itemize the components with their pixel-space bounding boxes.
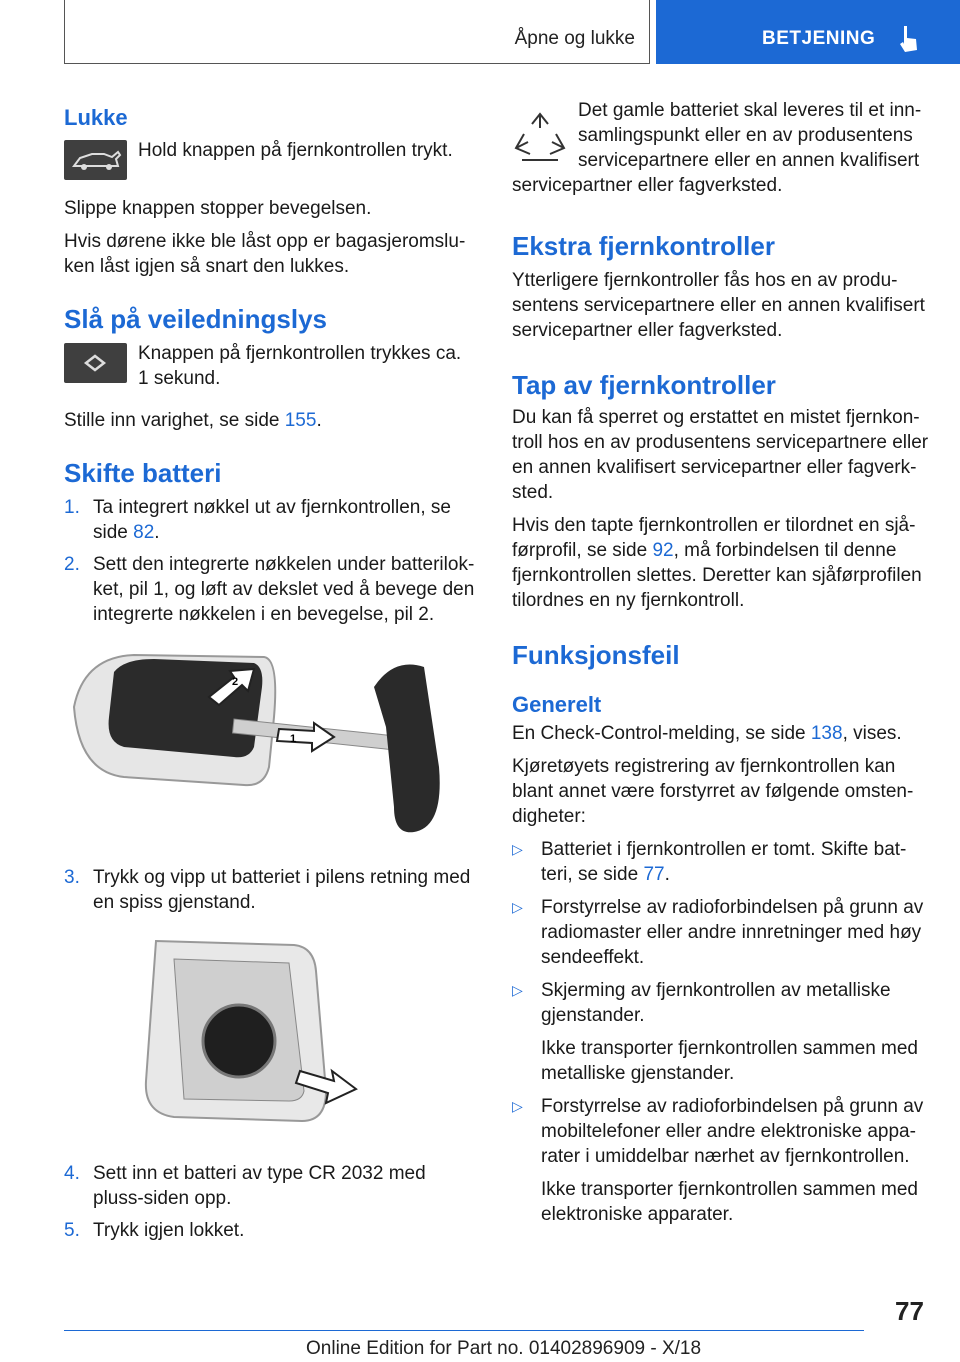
recycle-note: Det gamle batteriet skal leveres til et inn‐ samlingspunkt eller en av produsentens servicepartnere eller en annen kvalifisert servicepartner eller fagverksted. (512, 100, 922, 196)
battery-compartment-illustration (64, 931, 482, 1141)
step-3: 3. Trykk og vipp ut batteriet i pilens retning med en spiss gjenstand. (64, 867, 471, 913)
extra-heading: Ekstra fjernkontroller (512, 231, 775, 261)
chapter-tab (656, 0, 960, 64)
chapter-tab-label: BETJENING (762, 28, 876, 49)
bullet-1: ▷ Batteriet i fjernkontrollen er tomt. Skifte bat‐ teri, se side 77. (512, 839, 907, 885)
page-link-155[interactable]: 155 (284, 410, 317, 431)
arrow-label-2: 2 (232, 676, 239, 688)
page-link-92[interactable]: 92 (652, 540, 674, 561)
footer-divider (64, 1330, 864, 1331)
header-box (64, 0, 650, 64)
bullet-4: ▷ Forstyrrelse av radioforbindelsen på grunn av mobiltelefoner eller andre elektroniske appa‐ rater i umiddelbar nærhet av fjernkontrollen. Ikke transporter fjernkontrollen sammen med elektroniske apparater. (512, 1096, 924, 1225)
bullet-arrow-icon: ▷ (512, 982, 523, 998)
lukke-p1: Slippe knappen stopper bevegelsen. (64, 198, 372, 219)
guide-icon-row (64, 341, 482, 391)
page-link-77[interactable]: 77 (643, 864, 665, 885)
page-number: 77 (895, 1296, 924, 1326)
arrow-label-1: 1 (290, 733, 297, 745)
lukke-p2b: ken låst igjen så snart den lukkes. (64, 256, 350, 277)
guide-heading: Slå på veiledningslys (64, 304, 327, 334)
bullet-arrow-icon: ▷ (512, 899, 523, 915)
page-link-82[interactable]: 82 (133, 522, 155, 543)
guide-icon-text-b: 1 sekund. (138, 368, 221, 389)
left-column (64, 98, 482, 1243)
general-heading: Generelt (512, 692, 602, 717)
page-link-138[interactable]: 138 (810, 723, 843, 744)
lukke-icon-text: Hold knappen på fjernkontrollen trykt. (138, 140, 453, 161)
bullet-arrow-icon: ▷ (512, 841, 523, 857)
light-icon (64, 343, 127, 383)
right-column: Det gamle batteriet skal leveres til et inn‐ samlingspunkt eller en av produsentens servicepartnere eller en annen kvalifisert servicepartner eller fagverksted. Ekstra fjernkontroller Ytterligere fjernkontroller fås hos en av produ‐ sentens servicepartnere eller en annen kvalifisert servicepartner eller fagverksted. Tap av fjernkontroller Du kan få sperret og erstattet en mistet fjernkon‐ troll hos en av produsentens servicepartnere eller en annen kvalifisert servicepartner eller fagverk‐ sted. Hvis den tapte fjernkontrollen er tilordnet en sjå‐ førprofil, se side 92, må forbindelsen til denne fjernkontrollen slettes. Deretter kan sjåførprofilen tilordnes en ny fjernkontroll. Funksjonsfeil Generelt En Check-Control-melding, se side 138, vises. Kjøretøyets registrering av fjernkontrollen kan blant annet være forstyrret av følgende omsten‐ digheter: ▷ Batteriet i fjernkontrollen er tomt. Skifte bat‐ teri, se side 77. ▷ Forstyrrelse av radioforbindelsen på grunn av radiomaster eller andre innretninger med høy sendeeffekt. ▷ Skjerming av fjernkontrollen av metalliske gjenstander. Ikke transporter fjernkontrollen sammen med metalliske gjenstander. ▷ Forstyrrelse av radioforbindelsen på grunn av mobiltelefoner eller andre elektroniske appa‐ rater i umiddelbar nærhet av fjernkontrollen. Ikke transporter fjernkontrollen sammen med elektroniske apparater. (512, 100, 929, 1225)
section-title: Åpne og lukke (514, 28, 635, 49)
car-trunk-icon (64, 140, 127, 180)
step-4: 4. Sett inn et batteri av type CR 2032 med pluss-siden opp. (64, 1163, 426, 1209)
lukke-icon-row (64, 138, 482, 180)
bullet-3: ▷ Skjerming av fjernkontrollen av metalliske gjenstander. Ikke transporter fjernkontrollen sammen med metalliske gjenstander. (512, 980, 918, 1084)
bullet-2: ▷ Forstyrrelse av radioforbindelsen på grunn av radiomaster eller andre innretninger med høy sendeeffekt. (512, 897, 924, 968)
hand-pointer-icon (896, 24, 920, 54)
guide-icon-text-a: Knappen på fjernkontrollen trykkes ca. (138, 343, 462, 364)
step-1: 1. Ta integrert nøkkel ut av fjernkontrollen, se side 82. (64, 497, 452, 543)
battery-heading: Skifte batteri (64, 458, 222, 488)
lost-heading: Tap av fjernkontroller (512, 370, 776, 400)
step-2: 2. Sett den integrerte nøkkelen under batterilok‐ ket, pil 1, og løft av dekslet ved å bevege den integrerte nøkkelen i en bevegelse, pil 2. (64, 554, 475, 625)
step-5: 5. Trykk igjen lokket. (64, 1220, 245, 1241)
footer-edition: Online Edition for Part no. 01402896909 - X/18 (306, 1338, 702, 1359)
key-removal-illustration (64, 647, 482, 847)
recycle-icon (512, 110, 568, 166)
lukke-heading: Lukke (64, 105, 128, 130)
guide-p: Stille inn varighet, se side 155. (64, 410, 322, 431)
bullet-arrow-icon: ▷ (512, 1098, 523, 1114)
lukke-p2a: Hvis dørene ikke ble låst opp er bagasjeromslu‐ (64, 231, 466, 252)
fault-heading: Funksjonsfeil (512, 640, 680, 670)
